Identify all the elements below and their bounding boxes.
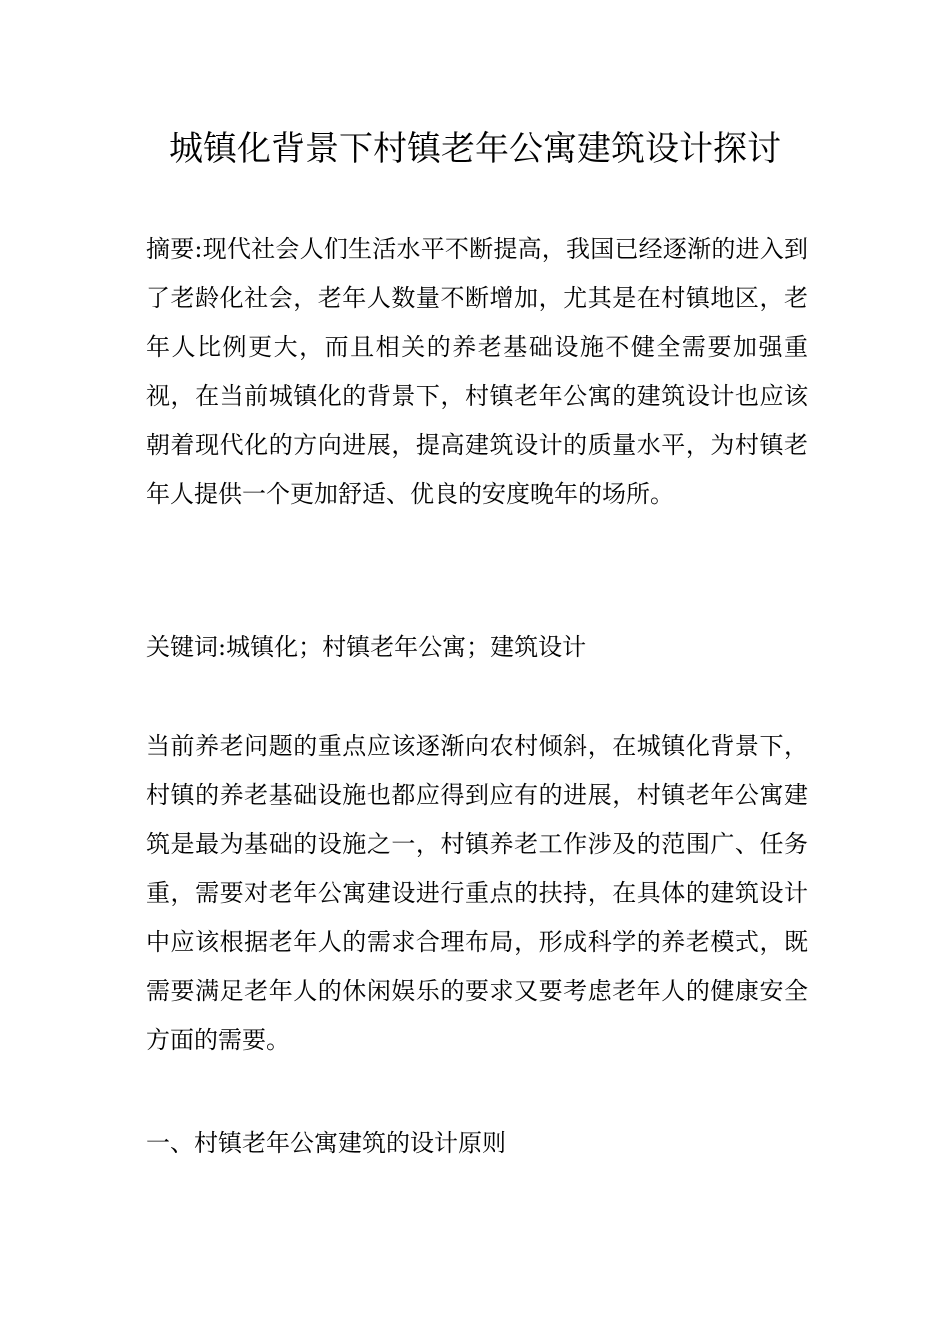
abstract-paragraph: 摘要:现代社会人们生活水平不断提高，我国已经逐渐的进入到了老龄化社会，老年人数量不断增加，尤其是在村镇地区，老年人比例更大，而且相关的养老基础设施不健全需要加强重视，在当前城镇化的背景下，村镇老年公寓的建筑设计也应该朝着现代化的方向进展，提高建筑设计的质量水平，为村镇老年人提供一个更加舒适、优良的安度晚年的场所。 xyxy=(146,235,808,508)
keywords-paragraph: 关键词:城镇化；村镇老年公寓；建筑设计 xyxy=(146,633,587,661)
section-heading: 一、村镇老年公寓建筑的设计原则 xyxy=(146,1129,506,1157)
intro-paragraph: 当前养老问题的重点应该逐渐向农村倾斜，在城镇化背景下，村镇的养老基础设施也都应得到应有的进展，村镇老年公寓建筑是最为基础的设施之一，村镇养老工作涉及的范围广、任务重，需要对老年公寓建设进行重点的扶持，在具体的建筑设计中应该根据老年人的需求合理布局，形成科学的养老模式，既需要满足老年人的休闲娱乐的要求又要考虑老年人的健康安全方面的需要。 xyxy=(146,732,808,1054)
document-title: 城镇化背景下村镇老年公寓建筑设计探讨 xyxy=(169,129,781,169)
